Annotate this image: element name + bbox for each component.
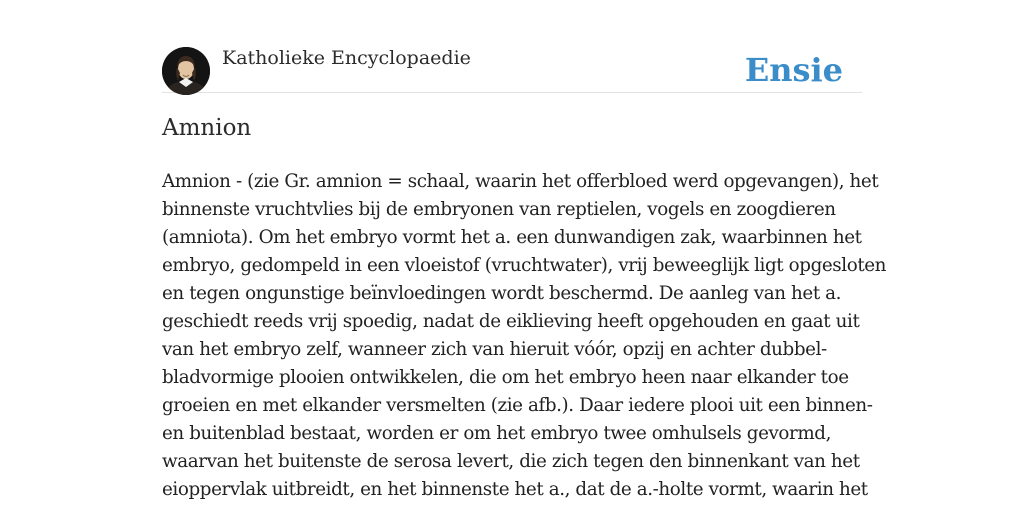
article-line: embryo, gedompeld in een vloeistof (vruchtwater), vrij beweeglijk ligt opgesloten bbox=[162, 255, 887, 276]
page-title: Amnion bbox=[162, 115, 252, 141]
article-body bbox=[162, 168, 887, 504]
article-line: en tegen ongunstige beïnvloedingen wordt beschermd. De aanleg van het a. bbox=[162, 283, 842, 304]
portrait-avatar-icon[interactable] bbox=[162, 47, 210, 95]
article-line: en buitenblad bestaat, worden er om het embryo twee omhulsels gevormd, bbox=[162, 423, 832, 444]
article-line: eioppervlak uitbreidt, en het binnenste het a., dat de a.-holte vormt, waarin het bbox=[162, 479, 868, 500]
article-line: van het embryo zelf, wanneer zich van hieruit vóór, opzij en achter dubbel- bbox=[162, 339, 827, 360]
article-line: bladvormige plooien ontwikkelen, die om het embryo heen naar elkander toe bbox=[162, 367, 849, 388]
article-line: geschiedt reeds vrij spoedig, nadat de eiklieving heeft opgehouden en gaat uit bbox=[162, 311, 860, 332]
brand-logo[interactable]: Ensie bbox=[744, 51, 843, 89]
article-line: (amniota). Om het embryo vormt het a. een dunwandigen zak, waarbinnen het bbox=[162, 227, 862, 248]
article-line: binnenste vruchtvlies bij de embryonen van reptielen, vogels en zoogdieren bbox=[162, 199, 836, 220]
article-line: Amnion - (zie Gr. amnion = schaal, waarin het offerbloed werd opgevangen), het bbox=[162, 171, 879, 192]
source-title[interactable]: Katholieke Encyclopaedie bbox=[222, 47, 471, 69]
article-line: groeien en met elkander versmelten (zie afb.). Daar iedere plooi uit een binnen- bbox=[162, 395, 873, 416]
article-line: waarvan het buitenste de serosa levert, die zich tegen den binnenkant van het bbox=[162, 451, 860, 472]
site-header bbox=[162, 44, 862, 93]
